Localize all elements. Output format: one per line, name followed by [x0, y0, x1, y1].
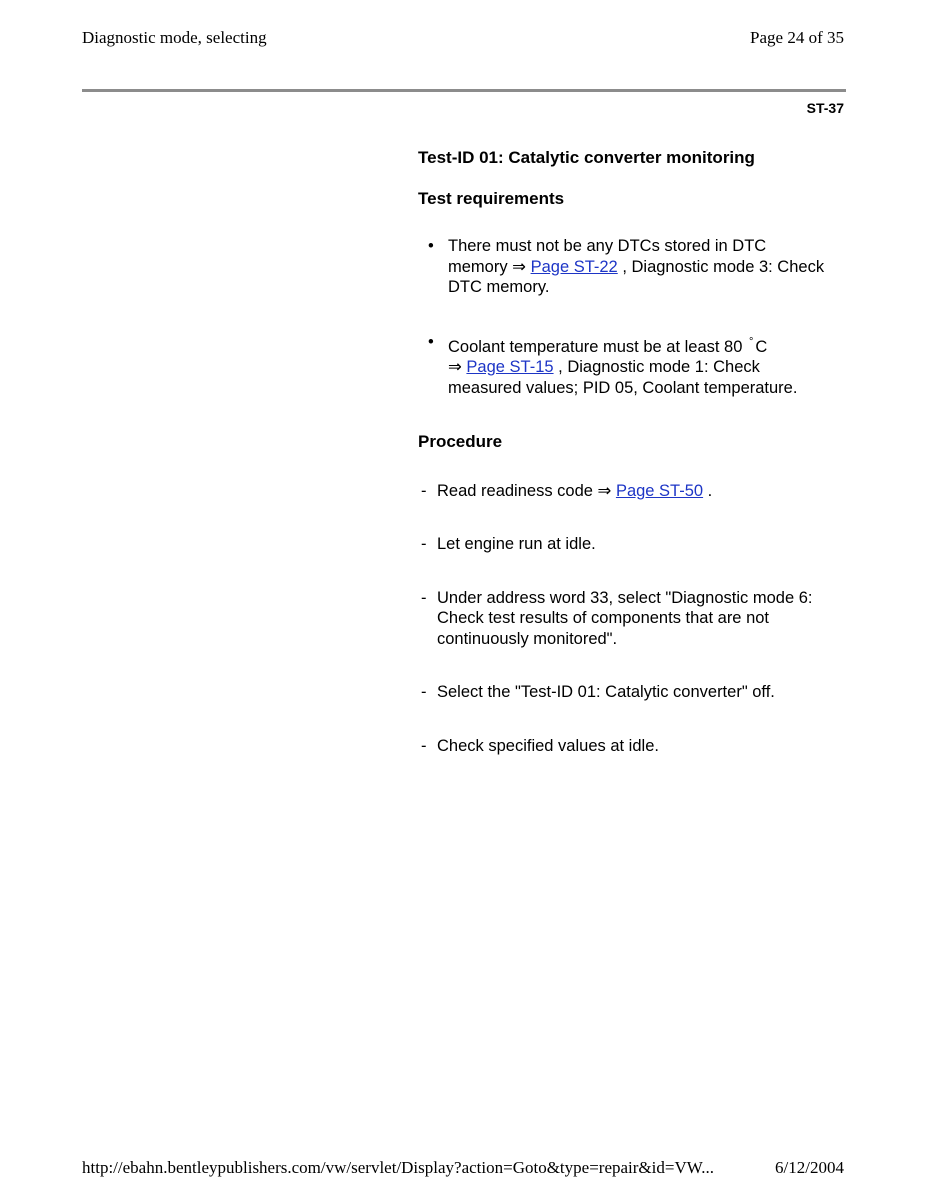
requirements-heading: Test requirements: [418, 188, 565, 208]
footer-url: http://ebahn.bentleypublishers.com/vw/servlet/Display?action=Goto&type=repair&id=VW...: [82, 1158, 714, 1177]
requirement-item: • There must not be any DTCs stored in DTC memory ⇒ Page ST-22 , Diagnostic mode 3: Check DTC memory.: [428, 237, 825, 296]
procedure-step: - Select the "Test-ID 01: Catalytic converter" off.: [421, 683, 775, 701]
bullet-marker: •: [428, 332, 434, 351]
procedure-step: - Under address word 33, select "Diagnostic mode 6: Check test results of components that are not continuously monitored".: [421, 588, 813, 648]
degree-symbol: °: [749, 335, 754, 348]
procedure-step: - Let engine run at idle.: [421, 535, 596, 553]
procedure-step: - Check specified values at idle.: [421, 736, 659, 755]
dash-marker: -: [421, 683, 427, 701]
section-code: ST-37: [806, 100, 844, 116]
dash-marker: -: [421, 535, 427, 553]
test-heading: Test-ID 01: Catalytic converter monitoring: [418, 148, 755, 167]
bullet-marker: •: [428, 237, 434, 255]
page-number: Page 24 of 35: [750, 28, 844, 47]
header-divider: [82, 89, 846, 92]
link-page-st-22[interactable]: Page ST-22: [530, 257, 618, 276]
main-content: [418, 148, 828, 789]
page-header-title: Diagnostic mode, selecting: [82, 28, 267, 47]
footer-date: 6/12/2004: [775, 1158, 844, 1177]
link-page-st-50[interactable]: Page ST-50: [615, 481, 704, 500]
dash-marker: -: [421, 481, 427, 500]
procedure-heading: Procedure: [418, 432, 503, 451]
dash-marker: -: [421, 588, 427, 607]
procedure-step: - Read readiness code ⇒ Page ST-50 .: [421, 481, 713, 500]
dash-marker: -: [421, 736, 427, 755]
link-page-st-15[interactable]: Page ST-15: [466, 358, 554, 376]
requirement-item: • Coolant temperature must be at least 80 ° C ⇒ Page ST-15 , Diagnostic mode 1: Check measured values; PID 05, Coolant temperature.: [428, 332, 798, 397]
